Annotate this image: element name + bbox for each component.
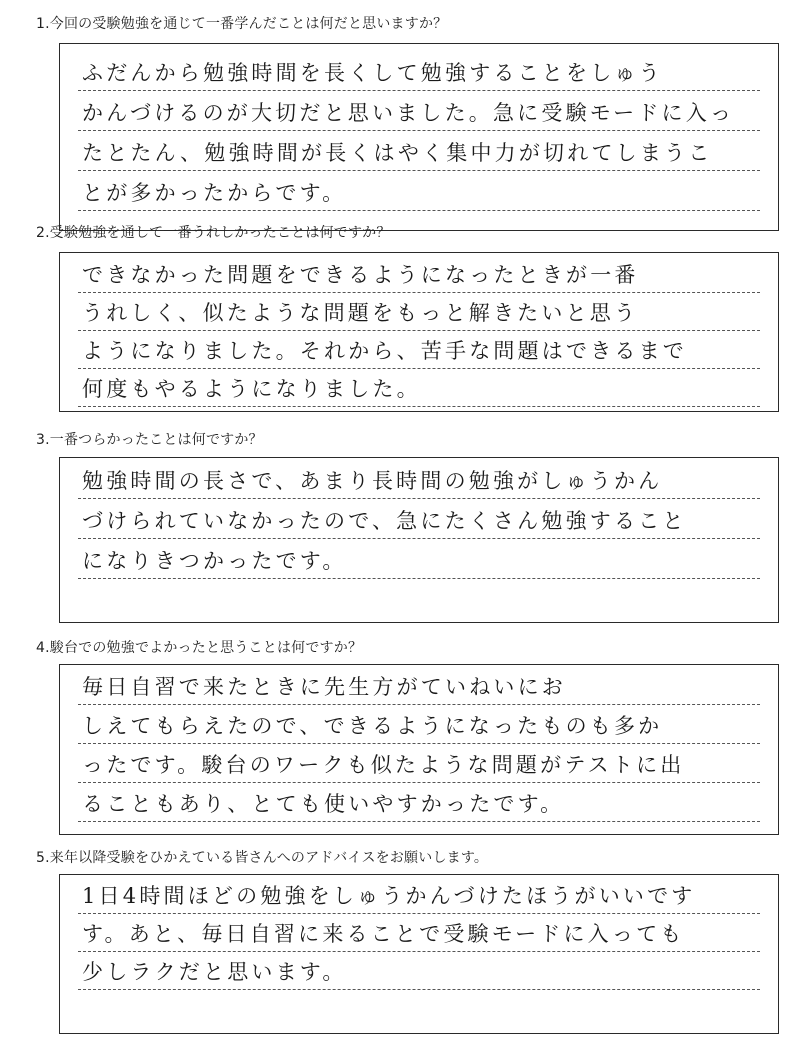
question-3-label: 3.一番つらかったことは何ですか？ xyxy=(36,432,263,448)
answer-line xyxy=(78,670,760,705)
answer-line xyxy=(78,709,760,744)
answer-line xyxy=(78,787,760,822)
answer-box-2 xyxy=(59,252,779,412)
handwritten-text: たとたん、勉強時間が長くはやく集中力が切れてしまうこ xyxy=(82,141,713,165)
answer-box-4 xyxy=(59,664,779,835)
answer-line xyxy=(78,56,760,91)
handwritten-text: ようになりました。それから、苦手な問題はできるまで xyxy=(82,339,687,363)
answer-line xyxy=(78,136,760,171)
handwritten-text: できなかった問題をできるようになったときが一番 xyxy=(82,263,639,287)
answer-line xyxy=(78,504,760,539)
handwritten-text: しえてもらえたので、できるようになったものも多か xyxy=(82,714,663,738)
handwritten-text: 1日4時間ほどの勉強をしゅうかんづけたほうがいいです xyxy=(82,884,696,908)
answer-line xyxy=(78,296,760,331)
question-4-label: 4.駿台での勉強でよかったと思うことは何ですか？ xyxy=(36,640,363,656)
handwritten-text: 少しラクだと思います。 xyxy=(82,960,347,984)
answer-line xyxy=(78,334,760,369)
handwritten-text: 勉強時間の長さで、あまり長時間の勉強がしゅうかん xyxy=(82,469,663,493)
answer-line xyxy=(78,879,760,914)
answer-box-1 xyxy=(59,43,779,231)
handwritten-text: かんづけるのが大切だと思いました。急に受験モードに入っ xyxy=(82,101,735,125)
answer-line xyxy=(78,464,760,499)
question-2-label: 2.受験勉強を通して一番うれしかったことは何ですか？ xyxy=(36,225,391,241)
handwritten-text: とが多かったからです。 xyxy=(82,181,347,205)
answer-box-3 xyxy=(59,457,779,623)
answer-line xyxy=(78,372,760,407)
handwritten-text: 何度もやるようになりました。 xyxy=(82,377,421,401)
handwritten-text: になりきつかったです。 xyxy=(82,549,347,573)
answer-line xyxy=(78,544,760,579)
handwritten-text: うれしく、似たような問題をもっと解きたいと思う xyxy=(82,301,639,325)
handwritten-text: す。あと、毎日自習に来ることで受験モードに入っても xyxy=(82,922,685,946)
question-5-label: 5.来年以降受験をひかえている皆さんへのアドバイスをお願いします。 xyxy=(36,850,489,866)
answer-line xyxy=(78,917,760,952)
answer-box-5 xyxy=(59,874,779,1034)
answer-line xyxy=(78,748,760,783)
answer-line xyxy=(78,955,760,990)
question-1-label: 1.今回の受験勉強を通じて一番学んだことは何だと思いますか？ xyxy=(36,16,448,32)
handwritten-text: づけられていなかったので、急にたくさん勉強すること xyxy=(82,509,687,533)
handwritten-text: ることもあり、とても使いやすかったです。 xyxy=(82,792,565,816)
handwritten-text: ふだんから勉強時間を長くして勉強することをしゅう xyxy=(82,61,663,85)
answer-line xyxy=(78,176,760,211)
handwritten-text: ったです。駿台のワークも似たような問題がテストに出 xyxy=(82,753,685,777)
answer-line xyxy=(78,96,760,131)
answer-line xyxy=(78,258,760,293)
handwritten-text: 毎日自習で来たときに先生方がていねいにお xyxy=(82,675,566,699)
